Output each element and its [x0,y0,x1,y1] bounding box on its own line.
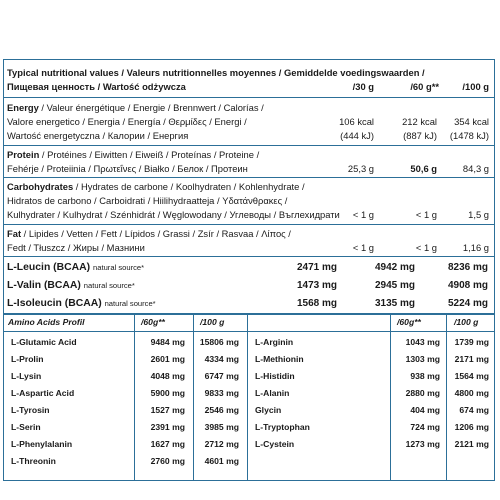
nutrient-name: Carbohydrates [7,181,74,192]
divider [4,177,494,178]
nutrient-line: Hidratos de carbono / Carboidrati / Hiilihydraatteja / Υδατάνθρακες / [7,195,288,206]
amino-name: L-Serin [11,422,41,432]
amino-value-60g: 2391 mg [150,422,185,432]
amino-value-60g: 1627 mg [150,439,185,449]
amino-name: L-Glutamic Acid [11,337,77,347]
amino-name: L-Aspartic Acid [11,388,75,398]
amino-name: L-Alanin [255,388,290,398]
amino-col-60g: /60g** [141,317,165,327]
amino-value-60g: 938 mg [410,371,440,381]
value-60g: 212 kcal [402,116,437,127]
bcaa-source: natural source* [83,281,135,290]
nutrient-line: / Valeur énergétique / Energie / Brennwert / Calorías / [38,102,264,113]
nutrient-line: Valore energetico / Energia / Energía / Θερμίδες / Energi / [7,116,247,127]
amino-value-60g: 2760 mg [150,456,185,466]
amino-value-60g: 9484 mg [150,337,185,347]
amino-value-100g: 2546 mg [204,405,239,415]
amino-value-100g: 2712 mg [204,439,239,449]
nutrient-name: Fat [7,228,22,239]
nutrient-name: Energy [7,102,39,113]
bcaa-name: L-Leucin (BCAA) [7,262,91,273]
value-100g: 4908 mg [447,280,488,291]
divider [4,331,494,332]
value-100g: (1478 kJ) [449,130,489,141]
nutrient-line: Fedt / Tłuszcz / Жиры / Мазнини [7,242,145,253]
amino-value-60g: 5900 mg [150,388,185,398]
amino-value-100g: 1739 mg [454,337,489,347]
amino-name: Glycin [255,405,282,415]
value-30g: 25,3 g [347,163,374,174]
column-divider [134,313,135,480]
amino-name: L-Methionin [255,354,304,364]
amino-value-60g: 724 mg [410,422,440,432]
amino-name: L-Histidin [255,371,295,381]
divider [4,313,494,315]
value-60g: 3135 mg [374,298,415,309]
value-60g: < 1 g [415,242,437,253]
amino-value-60g: 1527 mg [150,405,185,415]
nutrient-line: / Protéines / Eiwitten / Eiweiß / Proteínas / Proteine / [39,149,260,160]
header-title-line2: Пищевая ценность / Wartość odżywcza [7,81,186,92]
amino-value-60g: 2880 mg [405,388,440,398]
amino-name: L-Cystein [255,439,295,449]
header-col-100g: /100 g [462,81,489,92]
value-60g: < 1 g [415,209,437,220]
nutrient-line: Fehérje / Proteiinia / Πρωτεΐνες / Białko / Белок / Протеин [7,163,248,174]
nutrient-line: / Hydrates de carbone / Koolhydraten / Kohlenhydrate / [73,181,305,192]
amino-value-100g: 9833 mg [204,388,239,398]
amino-value-60g: 1043 mg [405,337,440,347]
amino-value-100g: 1564 mg [454,371,489,381]
amino-value-100g: 1206 mg [454,422,489,432]
value-100g: 1,5 g [468,209,489,220]
nutrient-line: Kulhydrater / Kulhydrat / Szénhidrát / Węglowodany / Углеводы / Въглехидрати [7,209,340,220]
amino-value-100g: 4800 mg [454,388,489,398]
amino-name: L-Lysin [11,371,42,381]
amino-col-60g-right: /60g** [397,317,421,327]
value-60g: 50,6 g [410,163,437,174]
amino-value-60g: 4048 mg [150,371,185,381]
amino-value-60g: 1273 mg [405,439,440,449]
amino-name: L-Arginin [255,337,294,347]
divider [4,97,494,98]
value-60g: 4942 mg [374,262,415,273]
amino-name: L-Threonin [11,456,56,466]
column-divider [390,313,391,480]
value-100g: 5224 mg [447,298,488,309]
column-divider [247,313,248,480]
amino-col-100g-right: /100 g [454,317,479,327]
bcaa-name: L-Isoleucin (BCAA) [7,298,102,309]
nutrient-line: Wartość energetyczna / Калории / Енергия [7,130,189,141]
value-30g: 1568 mg [296,298,337,309]
amino-value-100g: 2121 mg [454,439,489,449]
amino-value-100g: 15806 mg [199,337,239,347]
amino-value-60g: 1303 mg [405,354,440,364]
nutrition-table [3,59,495,481]
value-100g: 354 kcal [454,116,489,127]
value-60g: 2945 mg [374,280,415,291]
nutrient-line: / Lipides / Vetten / Fett / Lípidos / Grassi / Zsír / Rasvaa / Λίπος / [21,228,291,239]
amino-value-100g: 6747 mg [204,371,239,381]
amino-name: L-Prolin [11,354,44,364]
bcaa-name: L-Valin (BCAA) [7,280,81,291]
header-col-30g: /30 g [352,81,374,92]
amino-value-100g: 2171 mg [454,354,489,364]
amino-value-60g: 2601 mg [150,354,185,364]
value-30g: 106 kcal [339,116,374,127]
amino-value-100g: 4334 mg [204,354,239,364]
column-divider [446,313,447,480]
amino-title: Amino Acids Profil [8,317,85,327]
value-100g: 84,3 g [462,163,489,174]
amino-name: L-Tyrosin [11,405,50,415]
amino-value-60g: 404 mg [410,405,440,415]
divider [4,256,494,257]
amino-col-100g: /100 g [200,317,225,327]
amino-name: L-Tryptophan [255,422,310,432]
amino-name: L-Phenylalanin [11,439,73,449]
divider [4,145,494,146]
divider [4,224,494,225]
value-30g: 1473 mg [296,280,337,291]
amino-value-100g: 4601 mg [204,456,239,466]
amino-value-100g: 3985 mg [204,422,239,432]
value-30g: < 1 g [352,242,374,253]
amino-value-100g: 674 mg [459,405,489,415]
value-100g: 8236 mg [447,262,488,273]
header-title-line1: Typical nutritional values / Valeurs nutritionnelles moyennes / Gemiddelde voedingswaarden / [7,67,425,78]
bcaa-source: natural source* [104,299,156,308]
value-30g: 2471 mg [296,262,337,273]
value-100g: 1,16 g [462,242,489,253]
header-col-60g: /60 g** [410,81,439,92]
nutrient-name: Protein [7,149,40,160]
value-60g: (887 kJ) [403,130,437,141]
column-divider [193,313,194,480]
bcaa-source: natural source* [93,263,145,272]
value-30g: < 1 g [352,209,374,220]
value-30g: (444 kJ) [340,130,374,141]
